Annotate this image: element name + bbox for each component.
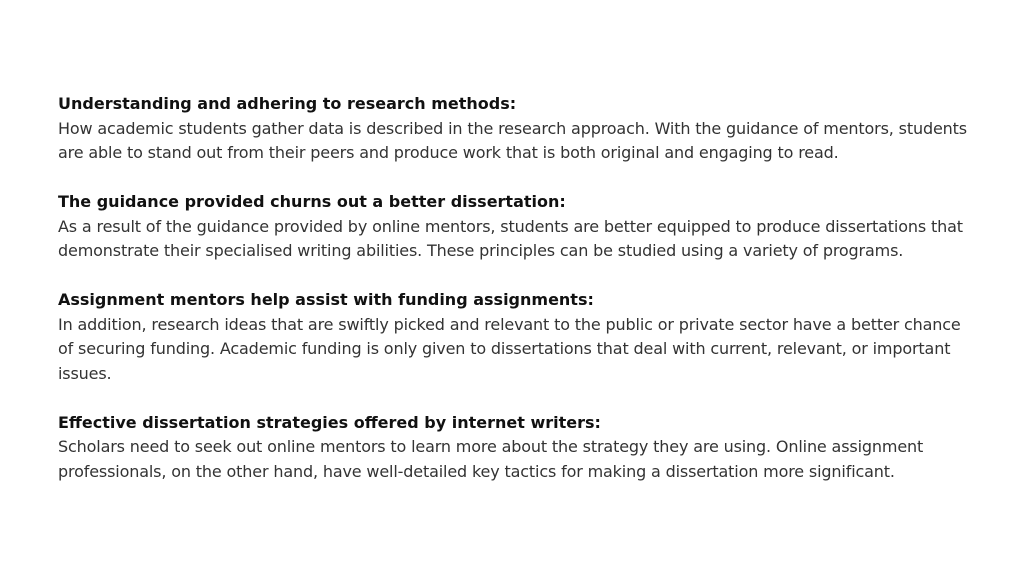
section-research-methods — [58, 92, 978, 166]
section-dissertation-strategies — [58, 411, 978, 485]
section-body: How academic students gather data is described in the research approach. With the guidance of mentors, students are able to stand out from their peers and produce work that is both original and engaging to read. — [58, 118, 967, 162]
document-content — [58, 92, 978, 509]
section-better-dissertation — [58, 190, 978, 264]
section-body: Scholars need to seek out online mentors to learn more about the strategy they are using. Online assignment professionals, on the other hand, have well-detailed key tactics for making a dissertation more significant. — [58, 437, 924, 481]
section-heading: Assignment mentors help assist with funding assignments: — [58, 290, 594, 309]
section-heading: Understanding and adhering to research methods: — [58, 94, 517, 113]
section-heading: Effective dissertation strategies offered by internet writers: — [58, 412, 601, 432]
section-body: In addition, research ideas that are swiftly picked and relevant to the public or private sector have a better chance of securing funding. Academic funding is only given to dissertations that deal with current, relevant, or important issues. — [58, 314, 961, 383]
section-heading: The guidance provided churns out a better dissertation: — [58, 192, 566, 211]
section-funding-assignments — [58, 288, 978, 386]
section-body: As a result of the guidance provided by online mentors, students are better equipped to produce dissertations that demonstrate their specialised writing abilities. These principles can be studied using a variety of programs. — [58, 216, 963, 260]
